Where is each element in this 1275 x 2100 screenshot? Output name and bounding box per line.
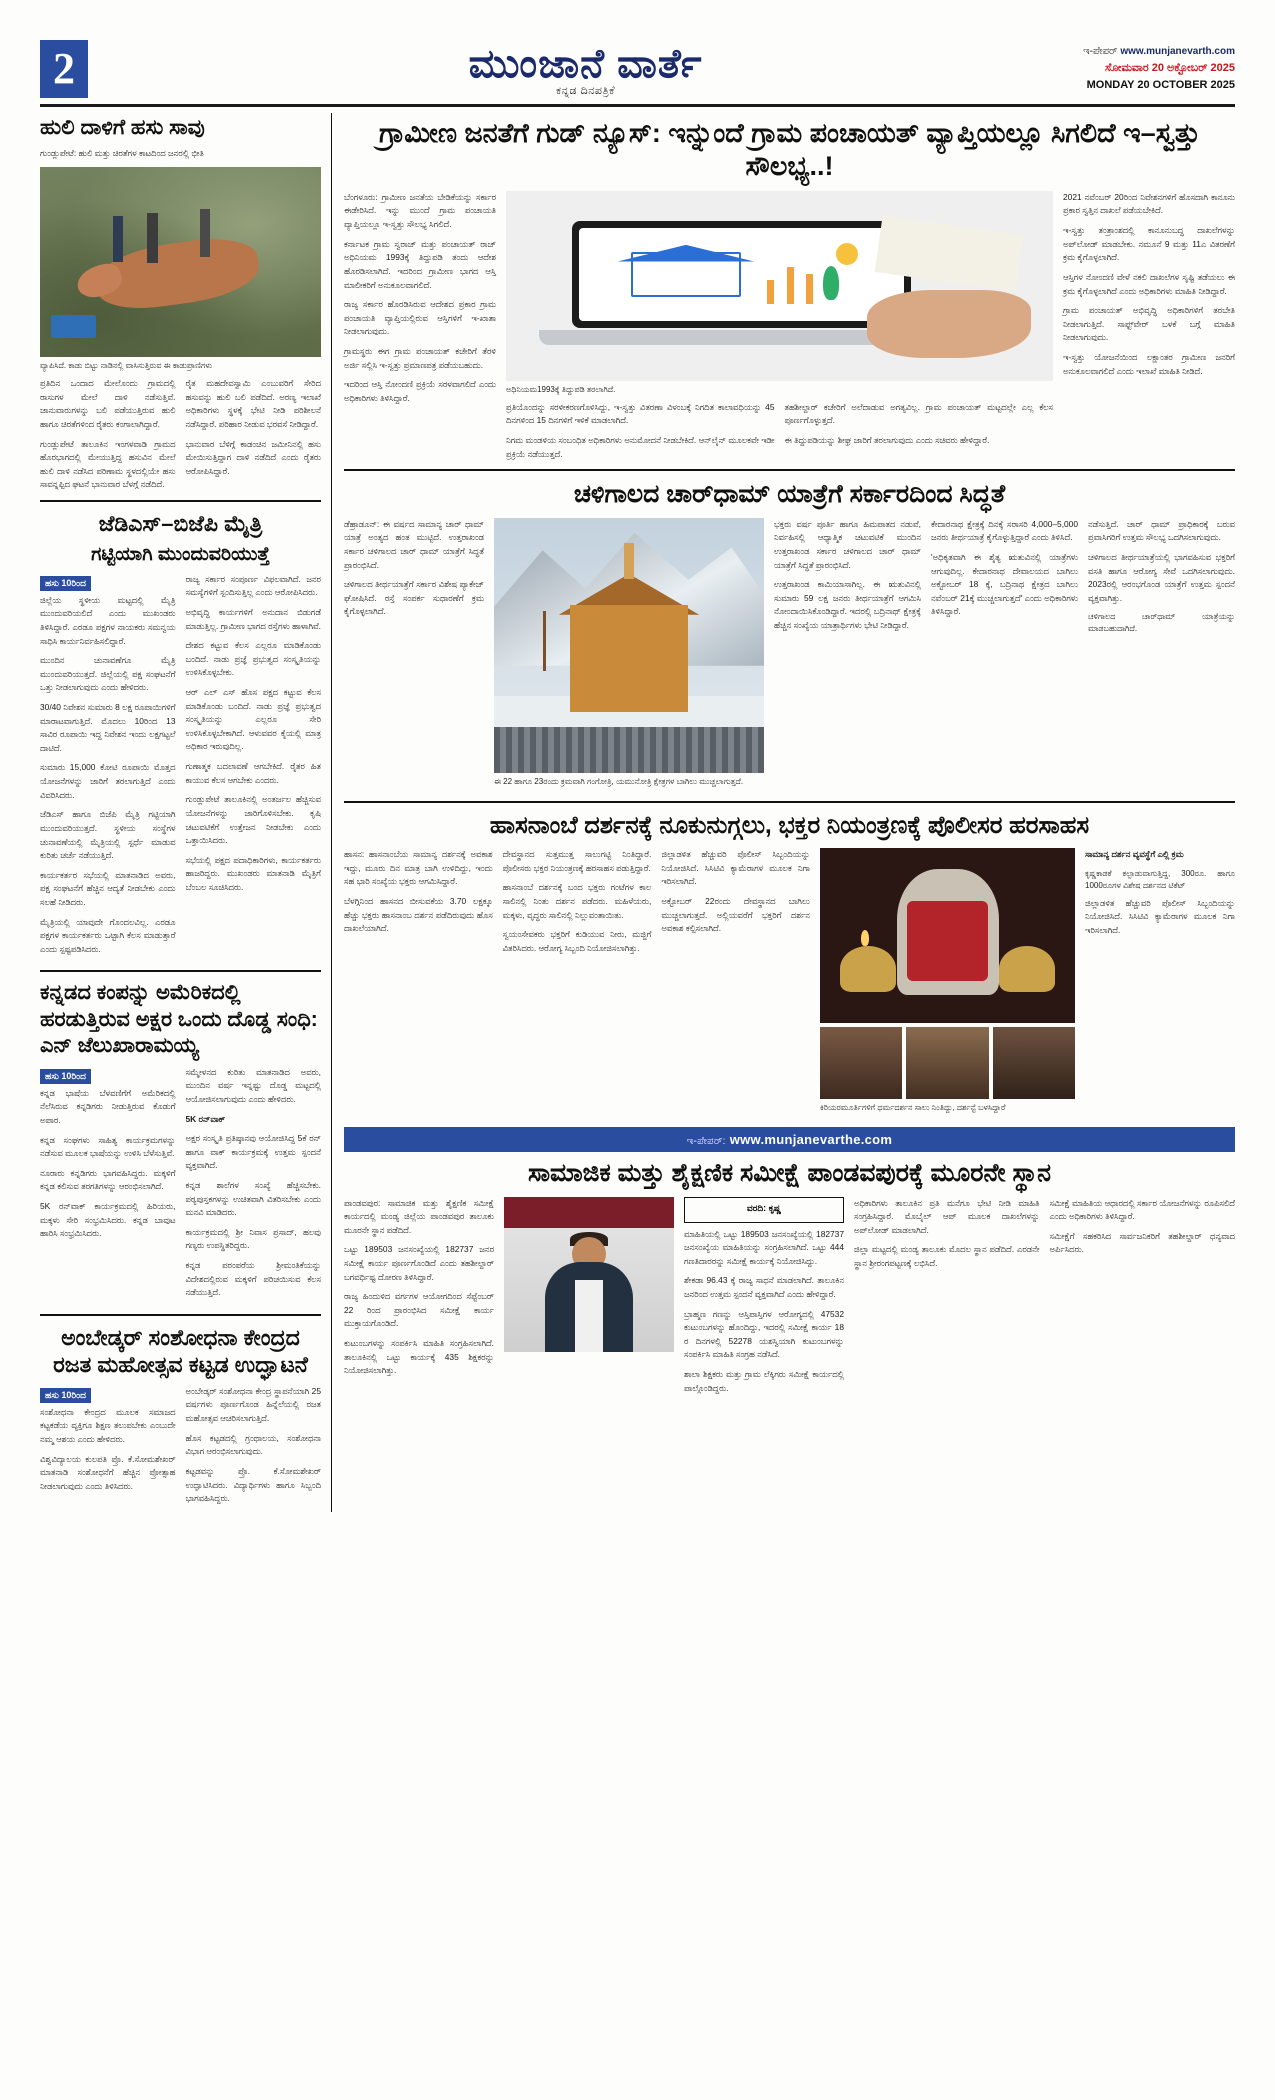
paragraph: ಶೇಕಡಾ 96.43 ಕ್ಕೆ ರಾಜ್ಯ ಸಾಧನೆ ಮಾಡಲಾಗಿದೆ. ತಾಲೂಕಿನ ಜನರಿಂದ ಉತ್ತಮ ಸ್ಪಂದನೆ ವ್ಯಕ್ತವಾಗಿದೆ ಎಂದು ಹೇಳಿದ್ದಾರೆ. — [684, 1275, 844, 1300]
paragraph: ಸಮೀಕ್ಷೆ ಮಾಹಿತಿಯ ಆಧಾರದಲ್ಲಿ ಸರ್ಕಾರ ಯೋಜನೆಗಳನ್ನು ರೂಪಿಸಲಿದೆ ಎಂದು ಅಧಿಕಾರಿಗಳು ತಿಳಿಸಿದ್ದಾರೆ. — [1049, 1197, 1235, 1222]
paragraph: ಪ್ರತಿದಿನ ಒಂದಾದ ಮೇಲೊಂದು ಗ್ರಾಮದಲ್ಲಿ ರಾಸುಗಳ ಮೇಲೆ ದಾಳಿ ನಡೆಸುತ್ತಿವೆ. ಜಾನುವಾರುಗಳನ್ನು ಬಲಿ ಪಡೆಯುತ್ತಿರುವ ಹುಲಿ ಹಾಗೂ ಚಿರತೆಗಳಿಂದ ರೈತರು ಕಂಗಾಲಾಗಿದ್ದಾರೆ. — [40, 378, 176, 429]
sidebar-note: ಸಾಮಾನ್ಯ ದರ್ಶನ ವ್ಯವಸ್ಥೆಗೆ ಎಲ್ಲಿ ಕ್ರಮ — [1085, 849, 1184, 860]
paragraph: ಕುಟುಂಬಗಳನ್ನು ಸಂಪರ್ಕಿಸಿ ಮಾಹಿತಿ ಸಂಗ್ರಹಿಸಲಾಗಿದೆ. ತಾಲೂಕಿನಲ್ಲಿ ಒಟ್ಟು ಕಾರ್ಯಕ್ಕೆ 435 ಶಿಕ್ಷಕರನ್ನು ನಿಯೋಜಿಸಲಾಗಿತ್ತು. — [344, 1338, 494, 1376]
divider — [40, 500, 321, 502]
lead-headline: ಗ್ರಾಮೀಣ ಜನತೆಗೆ ಗುಡ್ ನ್ಯೂಸ್: ಇನ್ನುಂದೆ ಗ್ರಾಮ ಪಂಚಾಯತ್ ವ್ಯಾಪ್ತಿಯಲ್ಲೂ ಸಿಗಲಿದೆ ಇ–ಸ್ವತ್ತು ಸೌಲಭ್ಯ..! — [378, 118, 1201, 181]
paragraph: ಭಕ್ತರು ವರ್ಷ ಪೂರ್ತಿ ಹಾಗೂ ಹಿಮಪಾತದ ನಡುವೆ, ನಿರ್ವಹಿಸಲ್ಲಿ ಆಧ್ಯಾತ್ಮಿಕ ಚಟುವಟಿಕೆ ಮುಂದಿನ ಉತ್ತರಾಖಂಡ ಸರ್ಕಾರ ಚಳಿಗಾಲದ ಚಾರ್ ಧಾಮ್ ಯಾತ್ರೆಗೆ ಸಿದ್ಧತೆ ಪ್ರಾರಂಭಿಸಿದೆ. — [774, 518, 921, 570]
date-kannada: ಸೋಮವಾರ 20 ಅಕ್ಟೋಬರ್ 2025 — [1104, 61, 1235, 74]
paragraph: ಮಾಹಿತಿಯಲ್ಲಿ ಒಟ್ಟು 189503 ಜನಸಂಖ್ಯೆಯಲ್ಲಿ 182737 ಜನಸಂಖ್ಯೆಯ ಮಾಹಿತಿಯನ್ನು ಸಂಗ್ರಹಿಸಲಾಗಿದೆ. ಒಟ್ಟು 444 ಗಣತಿದಾರರನ್ನು ಸಮೀಕ್ಷೆ ಕಾರ್ಯಕ್ಕೆ ನಿಯೋಜಿಸಿದ್ದು. — [684, 1228, 844, 1266]
byline-label: ವರದಿ: — [746, 1202, 767, 1213]
paragraph: ಸಮ್ಮೇಳನದ ಕುರಿತು ಮಾತನಾಡಿದ ಅವರು, ಮುಂದಿನ ವರ್ಷ ಇನ್ನಷ್ಟು ದೊಡ್ಡ ಮಟ್ಟದಲ್ಲಿ ಆಯೋಜಿಸಲಾಗುವುದು ಎಂದು ಹೇಳಿದರು. — [185, 1066, 321, 1104]
epaper-strip-url: www.munjanevarthe.com — [729, 1132, 893, 1148]
subhead-5k-run: 5K ರನ್‌ವಾಕ್ — [185, 1113, 226, 1124]
article-headline: ಹಾಸನಾಂಬೆ ದರ್ಶನಕ್ಕೆ ನೂಕುನುಗ್ಗಲು, ಭಕ್ತರ ನಿಯಂತ್ರಣಕ್ಕೆ ಪೊಲೀಸರ ಹರಸಾಹಸ — [489, 811, 1090, 839]
paragraph: ಉತ್ತರಾಖಂಡ ಕಾಮಿಯಾಸಾಗಿಲ್ಲ. ಈ ಋತುವಿನಲ್ಲಿ ಸುಮಾರು 59 ಲಕ್ಷ ಜನರು ತೀರ್ಥಯಾತ್ರೆಗೆ ಆಗಮಿಸಿ ನೋಂದಾಯಿಸಿಕೊಂಡಿದ್ದಾರೆ. ಇದರಲ್ಲಿ ಬದ್ರಿನಾಥ್ ಕ್ಷೇತ್ರಕ್ಕೆ ಹೆಚ್ಚಿನ ಸಂಖ್ಯೆಯ ಯಾತ್ರಾರ್ಥಿಗಳು ಭೇಟಿ ನೀಡಿದ್ದಾರೆ. — [774, 579, 921, 631]
continuation-kicker: ಹಸು 10ರಿಂದ — [40, 576, 91, 591]
paragraph: ಬೆಂಗಳೂರು: ಗ್ರಾಮೀಣ ಜನತೆಯ ಬೇಡಿಕೆಯನ್ನು ಸರ್ಕಾರ ಈಡೇರಿಸಿದೆ. ಇನ್ನು ಮುಂದೆ ಗ್ರಾಮ ಪಂಚಾಯತಿ ವ್ಯಾಪ್ತಿಯಲ್ಲೂ ಇ-ಸ್ವತ್ತು ಸೌಲಭ್ಯ ಸಿಗಲಿದೆ. — [344, 191, 496, 230]
masthead-meta — [1083, 40, 1235, 94]
article-headline: ಸಾಮಾಜಿಕ ಮತ್ತು ಶೈಕ್ಷಣಿಕ ಸಮೀಕ್ಷೆ ಪಾಂಡವಪುರಕ್ಕೆ ಮೂರನೇ ಸ್ಥಾನ — [527, 1159, 1052, 1188]
photo-hasanambe-darshan — [820, 848, 1075, 1023]
paragraph: ಭಾನುವಾರ ಬೆಳಿಗ್ಗೆ ಕಾಡಂಚಿನ ಜಮೀನಿನಲ್ಲಿ ಹಸು ಮೇಯಿಸುತ್ತಿದ್ದಾಗ ದಾಳಿ ನಡೆದಿದೆ ಎಂದು ರೈತರು ಆರೋಪಿಸಿದ್ದಾರೆ. — [185, 438, 321, 476]
paragraph: ಅಕ್ಟೋಬರ್ 22ರಂದು ದೇವಸ್ಥಾನದ ಬಾಗಿಲು ಮುಚ್ಚಲಾಗುತ್ತದೆ. ಅಲ್ಲಿಯವರೆಗೆ ಭಕ್ತರಿಗೆ ದರ್ಶನ ಅವಕಾಶ ಕಲ್ಪಿಸಲಾಗಿದೆ. — [661, 895, 810, 934]
epaper-url[interactable] — [1083, 44, 1235, 60]
photo-cow-attack — [40, 167, 321, 357]
paragraph: ಕನ್ನಡ ಸಂಘಗಳು ಸಾಹಿತ್ಯ ಕಾರ್ಯಕ್ರಮಗಳನ್ನು ನಡೆಸುವ ಮೂಲಕ ಭಾಷೆಯನ್ನು ಉಳಿಸಿ ಬೆಳೆಸುತ್ತಿವೆ. — [40, 1134, 176, 1159]
paragraph: ಆಸ್ತಿಗಳ ನೋಂದಣಿ ವೇಳೆ ನಕಲಿ ದಾಖಲೆಗಳ ಸೃಷ್ಟಿ ತಡೆಯಲು ಈ ಕ್ರಮ ಕೈಗೊಳ್ಳಲಾಗಿದೆ ಎಂದು ಅಧಿಕಾರಿಗಳು ಮಾಹಿತಿ ನೀಡಿದ್ದಾರೆ. — [1063, 271, 1235, 296]
paragraph: ಸ್ವಯಂಸೇವಕರು ಭಕ್ತರಿಗೆ ಕುಡಿಯುವ ನೀರು, ಮಜ್ಜಿಗೆ ವಿತರಿಸಿದರು. ಆರೋಗ್ಯ ಸಿಬ್ಬಂದಿ ನಿಯೋಜಿಸಲಾಗಿತ್ತು. — [502, 929, 652, 953]
paragraph: ಪಾಂಡವಪುರ: ಸಾಮಾಜಿಕ ಮತ್ತು ಶೈಕ್ಷಣಿಕ ಸಮೀಕ್ಷೆ ಕಾರ್ಯದಲ್ಲಿ ಮಂಡ್ಯ ಜಿಲ್ಲೆಯ ಪಾಂಡವಪುರ ತಾಲೂಕು ಮೂರನೇ ಸ್ಥಾನ ಪಡೆದಿದೆ. — [344, 1197, 494, 1235]
paragraph: ಅಧಿಕಾರಿಗಳು ತಾಲೂಕಿನ ಪ್ರತಿ ಮನೆಗೂ ಭೇಟಿ ನೀಡಿ ಮಾಹಿತಿ ಸಂಗ್ರಹಿಸಿದ್ದಾರೆ. ಮೊಬೈಲ್ ಆಪ್ ಮೂಲಕ ದಾಖಲೆಗಳನ್ನು ಅಪ್‌ಲೋಡ್ ಮಾಡಲಾಗಿದೆ. — [854, 1197, 1040, 1235]
date-english: MONDAY 20 OCTOBER 2025 — [1086, 78, 1235, 91]
article-chardham — [344, 479, 1235, 793]
paragraph: ಜಿಲ್ಲಾಡಳಿತ ಹೆಚ್ಚುವರಿ ಪೊಲೀಸ್ ಸಿಬ್ಬಂದಿಯನ್ನು ನಿಯೋಜಿಸಿದೆ. ಸಿಸಿಟಿವಿ ಕ್ಯಾಮೆರಾಗಳ ಮೂಲಕ ನಿಗಾ ಇರಿಸಲಾಗಿದೆ. — [1085, 897, 1235, 935]
divider — [40, 1314, 321, 1316]
paragraph: ಪ್ರತಿಯೊಂದನ್ನು ಸರಳೀಕರಣಗೊಳಿಸಿದ್ದು, ಇ-ಸ್ವತ್ತು ವಿತರಣಾ ವಿಳಂಬಕ್ಕೆ ನಿಗದಿತ ಕಾಲಾವಧಿಯನ್ನು 45 ದಿನಗಳಿಂದ 15 ದಿನಗಳಿಗೆ ಇಳಿಕೆ ಮಾಡಲಾಗಿದೆ. — [506, 401, 775, 426]
photo-laptop-eswathu — [506, 191, 1053, 381]
paragraph: ಇ-ಸ್ವತ್ತು ಯೋಜನೆಯಿಂದ ಲಕ್ಷಾಂತರ ಗ್ರಾಮೀಣ ಜನರಿಗೆ ಅನುಕೂಲವಾಗಲಿದೆ ಎಂದು ಇಲಾಖೆ ಮಾಹಿತಿ ನೀಡಿದೆ. — [1063, 351, 1235, 376]
photo-official-portrait — [504, 1197, 674, 1352]
paragraph: ಈ ತಿದ್ದುಪಡಿಯನ್ನು ಶೀಘ್ರ ಜಾರಿಗೆ ತರಲಾಗುವುದು ಎಂದು ಸಚಿವರು ಹೇಳಿದ್ದಾರೆ. — [784, 435, 990, 446]
paragraph: ಕೇದಾರನಾಥ ಕ್ಷೇತ್ರಕ್ಕೆ ದಿನಕ್ಕೆ ಸರಾಸರಿ 4,000–5,000 ಜನರು ತೀರ್ಥಯಾತ್ರೆ ಕೈಗೊಳ್ಳುತ್ತಿದ್ದಾರೆ ಎಂದು ತಿಳಿಸಿದೆ. — [931, 518, 1078, 543]
paragraph: ಕಾರ್ಯಕರ್ತರ ಸಭೆಯಲ್ಲಿ ಮಾತನಾಡಿದ ಅವರು, ಪಕ್ಷ ಸಂಘಟನೆಗೆ ಹೆಚ್ಚಿನ ಆದ್ಯತೆ ನೀಡಬೇಕು ಎಂದು ಸಲಹೆ ನೀಡಿದರು. — [40, 869, 176, 907]
paragraph: ಗ್ರಾಮ ಪಂಚಾಯತ್ ಅಭಿವೃದ್ಧಿ ಅಧಿಕಾರಿಗಳಿಗೆ ತರಬೇತಿ ನೀಡಲಾಗುತ್ತಿದೆ. ಸಾಫ್ಟ್‌ವೇರ್ ಬಳಕೆ ಬಗ್ಗೆ ಮಾಹಿತಿ ನೀಡಲಾಗುವುದು. — [1063, 305, 1235, 343]
paragraph: ಇದರಿಂದ ಆಸ್ತಿ ನೋಂದಣಿ ಪ್ರಕ್ರಿಯೆ ಸರಳವಾಗಲಿದೆ ಎಂದು ಅಧಿಕಾರಿಗಳು ತಿಳಿಸಿದ್ದಾರೆ. — [344, 379, 496, 403]
continuation-kicker: ಹಸು 10ರಿಂದ — [40, 1388, 91, 1403]
article-hasanambe — [344, 811, 1235, 1119]
photo-caption: ಕಿರಿಯರಮೂರ್ತಿಗಳಿಗೆ ಧರ್ಮದರ್ಶನ ಸಾಲು ನಿಂತಿದ್ದು, ದರ್ಶನ್ಟೆ ಬಳಸಿದ್ದಾರೆ — [820, 1103, 1006, 1113]
article-standfirst: ಗುಂಡ್ಲುಪೇಟೆ: ಹುಲಿ ಮತ್ತು ಚಿರತೆಗಳ ಕಾಟದಿಂದ ಜನರಲ್ಲಿ ಭೀತಿ — [40, 148, 204, 159]
paragraph: ಬ್ರಾಹ್ಮಣ ಗಣನ್ನು ಆಸ್ತಿಪಾಸ್ತಿಗಳ ಆರೋಗ್ಯದಲ್ಲಿ 47532 ಕುಟುಂಬಗಳನ್ನು ಹೊಂದಿದ್ದು, ಇದರಲ್ಲಿ ಸಮೀಕ್ಷೆ ಕಾರ್ಯ 18 ರ ದಿನಗಳಲ್ಲಿ 52278 ಯಶಸ್ವಿಯಾಗಿ ಕುಟುಂಬಗಳನ್ನು ಸಂಪರ್ಕಿಸಿ ಮಾಹಿತಿ ಸಂಗ್ರಹ ನಡೆಸಿದೆ. — [684, 1308, 844, 1360]
photo-queue-3 — [993, 1027, 1075, 1099]
photo-caption: ಅಧಿನಿಯಮ1993ಕ್ಕೆ ತಿದ್ದುಪಡಿ ತರಲಾಗಿದೆ. — [506, 384, 616, 394]
paragraph: 5K ರನ್‌ವಾಕ್ ಕಾರ್ಯಕ್ರಮದಲ್ಲಿ ಹಿರಿಯರು, ಮಕ್ಕಳು ಸೇರಿ ಸಂಭ್ರಮಿಸಿದರು. ಕನ್ನಡ ಬಾವುಟ ಹಾರಿಸಿ ಸಂಭ್ರಮಿಸಿದರು. — [40, 1201, 176, 1239]
paragraph: ಜೆಡಿಎಸ್ ಹಾಗೂ ಬಿಜೆಪಿ ಮೈತ್ರಿ ಗಟ್ಟಿಯಾಗಿ ಮುಂದುವರಿಯುತ್ತದೆ. ಸ್ಥಳೀಯ ಸಂಸ್ಥೆಗಳ ಚುನಾವಣೆಯಲ್ಲಿ ಮೈತ್ರಿಯಲ್ಲಿ ಸ್ಪರ್ಧೆ ಮಾಡುವ ಕುರಿತು ಚರ್ಚೆ ನಡೆಯುತ್ತಿದೆ. — [40, 809, 176, 861]
paragraph: ವಿಶ್ವವಿದ್ಯಾಲಯ ಕುಲಪತಿ ಪ್ರೊ. ಕೆ.ಸೋಮಶೇಖರ್ ಮಾತನಾಡಿ ಸಂಶೋಧನೆಗೆ ಹೆಚ್ಚಿನ ಪ್ರೋತ್ಸಾಹ ನೀಡಲಾಗುವುದು ಎಂದು ತಿಳಿಸಿದರು. — [40, 1453, 176, 1491]
paragraph: ಕನ್ನಡ ಪರಂಪರೆಯ ಶ್ರೀಮಂತಿಕೆಯನ್ನು ವಿದೇಶದಲ್ಲಿರುವ ಮಕ್ಕಳಿಗೆ ಪರಿಚಯಿಸುವ ಕೆಲಸ ನಡೆಯುತ್ತಿದೆ. — [185, 1260, 321, 1298]
paragraph: ಕಾರ್ಯಕ್ರಮದಲ್ಲಿ ಶ್ರೀ ನಿವಾಸ ಪ್ರಸಾದ್, ಹಲವು ಗಣ್ಯರು ಉಪಸ್ಥಿತರಿದ್ದರು. — [185, 1226, 321, 1251]
photo-caption: ಚಳಿಗಾಲದ ಚಾರ್‌ಧಾಮ್ ಯಾತ್ರೆಯನ್ನು ಮಾಡಬಹುದಾಗಿದೆ. — [1088, 612, 1235, 634]
article-headline: ಹುಲಿ ದಾಳಿಗೆ ಹಸು ಸಾವು — [40, 116, 205, 139]
photo-strip — [820, 1027, 1075, 1099]
paragraph: ಅಭಿವೃದ್ಧಿ ಕಾರ್ಯಗಳಿಗೆ ಅನುದಾನ ಬಿಡುಗಡೆ ಮಾಡುತ್ತಿಲ್ಲ. ಗ್ರಾಮೀಣ ಭಾಗದ ರಸ್ತೆಗಳು ಹಾಳಾಗಿವೆ. — [185, 606, 322, 631]
paragraph: 2021 ನವೆಂಬರ್ 20ರಿಂದ ನಿವೇಶನಗಳಿಗೆ ಹೊಸದಾಗಿ ಕಾನೂನು ಪ್ರಕಾರ ಸ್ವತ್ತಿನ ದಾಖಲೆ ಪಡೆಯಬೇಕಿದೆ. — [1063, 191, 1235, 216]
paragraph: 'ಅಧಿಕೃತವಾಗಿ ಈ ಶೈತ್ಯ ಋತುವಿನಲ್ಲಿ ಯಾತ್ರೆಗಳು ಆಗುವುದಿಲ್ಲ. ಕೇದಾರನಾಥ ದೇವಾಲಯದ ಬಾಗಿಲು ಅಕ್ಟೋಬರ್ 18 ಕ್ಕೆ, ಬದ್ರಿನಾಥ ಕ್ಷೇತ್ರದ ಬಾಗಿಲು ನವೆಂಬರ್ 21ಕ್ಕೆ ಮುಚ್ಚಲಾಗುತ್ತದೆ' ಎಂದು ಅಧಿಕಾರಿಗಳು ತಿಳಿಸಿದ್ದಾರೆ. — [931, 552, 1078, 617]
divider — [40, 970, 321, 972]
paragraph: ಸುಮಾರು 15,000 ಕೋಟಿ ರೂಪಾಯಿ ಮೊತ್ತದ ಯೋಜನೆಗಳನ್ನು ಜಾರಿಗೆ ತರಲಾಗುತ್ತಿದೆ ಎಂದು ವಿವರಿಸಿದರು. — [40, 762, 176, 800]
photo-kedarnath-temple — [494, 518, 764, 773]
continuation-kicker: ಹಸು 10ರಿಂದ — [40, 1069, 91, 1084]
publication-subtitle: ಕನ್ನಡ ದಿನಪತ್ರಿಕೆ — [556, 85, 616, 97]
paragraph: ರೈತ ಮಹದೇವಸ್ವಾಮಿ ಎಂಬುವರಿಗೆ ಸೇರಿದ ಹಸುವನ್ನು ಹುಲಿ ಬಲಿ ಪಡೆದಿದೆ. ಅರಣ್ಯ ಇಲಾಖೆ ಅಧಿಕಾರಿಗಳು ಸ್ಥಳಕ್ಕೆ ಭೇಟಿ ನೀಡಿ ಪರಿಶೀಲನೆ ನಡೆಸಿದ್ದಾರೆ. ಪರಿಹಾರ ನೀಡುವ ಭರವಸೆ ನೀಡಿದ್ದಾರೆ. — [185, 378, 321, 429]
paragraph: ನಿಗಮ ಮಂಡಳಿಯ ಸಂಬಂಧಿತ ಅಧಿಕಾರಿಗಳು ಅನುಮೋದನೆ ನೀಡಬೇಕಿದೆ. ಆನ್‌ಲೈನ್ ಮೂಲಕವೇ ಇಡೀ ಪ್ರಕ್ರಿಯೆ ನಡೆಯುತ್ತದೆ. — [506, 435, 775, 459]
paragraph: ಹಾಸನಾಂಬೆ ದರ್ಶನಕ್ಕೆ ಬಂದ ಭಕ್ತರು ಗಂಟೆಗಳ ಕಾಲ ಸಾಲಿನಲ್ಲಿ ನಿಂತು ದರ್ಶನ ಪಡೆದರು. ಮಹಿಳೆಯರು, ಮಕ್ಕಳು, ವೃದ್ಧರು ಸಾಲಿನಲ್ಲಿ ನಿಲ್ಲುವಂತಾಯಿತು. — [502, 882, 652, 920]
paragraph: ದೇವಸ್ಥಾನದ ಸುತ್ತಮುತ್ತ ಸಾಲುಗಟ್ಟಿ ನಿಂತಿದ್ದಾರೆ. ಪೊಲೀಸರು ಭಕ್ತರ ನಿಯಂತ್ರಣಕ್ಕೆ ಹರಸಾಹಸ ಪಡುತ್ತಿದ್ದಾರೆ. — [502, 849, 652, 873]
paragraph: ಕನ್ನಡ ಶಾಲೆಗಳ ಸಂಖ್ಯೆ ಹೆಚ್ಚಿಸಬೇಕು. ಪಠ್ಯಪುಸ್ತಕಗಳನ್ನು ಉಚಿತವಾಗಿ ವಿತರಿಸಬೇಕು ಎಂದು ಮನವಿ ಮಾಡಿದರು. — [185, 1180, 321, 1218]
paragraph: ಜಿಲ್ಲೆಯ ಸ್ಥಳೀಯ ಮಟ್ಟದಲ್ಲಿ ಮೈತ್ರಿ ಮುಂದುವರಿಯಲಿದೆ ಎಂದು ಮುಖಂಡರು ತಿಳಿಸಿದ್ದಾರೆ. ಎರಡೂ ಪಕ್ಷಗಳ ನಾಯಕರು ಸಮನ್ವಯ ಸಾಧಿಸಿ ಕಾರ್ಯನಿರ್ವಹಿಸಲಿದ್ದಾರೆ. — [40, 594, 176, 646]
epaper-label: ಇ-ಪೇಪರ್ — [1083, 46, 1118, 57]
paragraph: ಅಕ್ಷರ ಸಂಸ್ಕೃತಿ ಪ್ರತಿಷ್ಠಾನವು ಆಯೋಜಿಸಿದ್ದ 5ಕೆ ರನ್ ಹಾಗೂ ವಾಕ್ ಕಾರ್ಯಕ್ರಮಕ್ಕೆ ಉತ್ತಮ ಸ್ಪಂದನೆ ವ್ಯಕ್ತವಾಗಿದೆ. — [185, 1133, 321, 1171]
paragraph: ಜಿಲ್ಲಾ ಮಟ್ಟದಲ್ಲಿ ಮಂಡ್ಯ ತಾಲೂಕು ಮೊದಲ ಸ್ಥಾನ ಪಡೆದಿದೆ. ಎರಡನೇ ಸ್ಥಾನ ಶ್ರೀರಂಗಪಟ್ಟಣಕ್ಕೆ ಲಭಿಸಿದೆ. — [854, 1244, 1040, 1269]
photo-caption: ವ್ಯಾಪಿಸಿದೆ. ಕಾಡು ಬಿಟ್ಟು ನಾಡಿನಲ್ಲಿ ವಾಸಿಸುತ್ತಿರುವ ಈ ಕಾಡುಪ್ರಾಣಿಗಳು — [40, 361, 213, 371]
paragraph: ರಾಜ್ಯ ಹಿಂದುಳಿದ ವರ್ಗಗಳ ಆಯೋಗದಿಂದ ಸೆಪ್ಟೆಂಬರ್ 22 ರಿಂದ ಪ್ರಾರಂಭಿಸಿದ ಸಮೀಕ್ಷೆ ಕಾರ್ಯ ಮುಕ್ತಾಯಗೊಂಡಿದೆ. — [344, 1291, 494, 1329]
article-gram-panchayat — [344, 117, 1235, 461]
paragraph: ಬೆಳಗ್ಗಿನಿಂದ ಹಾಸನದ ಬೀಸುವಕೆಯ 3.70 ಲಕ್ಷಕ್ಕೂ ಹೆಚ್ಚು ಭಕ್ತರು ಹಾಸನಾಂಬ ದರ್ಶನ ಪಡೆದಿರುವುದು ಹೊಸ ದಾಖಲೆಯಾಗಿದೆ. — [344, 895, 493, 934]
photo-caption: ಈ 22 ಹಾಗೂ 23ರಂದು ಕ್ರಮವಾಗಿ ಗಂಗೋತ್ರಿ, ಯಮುನೋತ್ರಿ ಕ್ಷೇತ್ರಗಳ ಬಾಗಿಲು ಮುಚ್ಚಲಾಗುತ್ತದೆ. — [494, 776, 744, 786]
article-body — [40, 377, 321, 492]
article-pandavapura — [344, 1158, 1235, 1401]
epaper-web-strip[interactable] — [344, 1127, 1235, 1152]
paragraph: ಕರ್ನಾಟಕ ಗ್ರಾಮ ಸ್ವರಾಜ್ ಮತ್ತು ಪಂಚಾಯತ್ ರಾಜ್ ಅಧಿನಿಯಮ 1993ಕ್ಕೆ ತಿದ್ದುಪಡಿ ತಂದು ಆದೇಶ ಹೊರಡಿಸಲಾಗಿದೆ. ಇದರಿಂದ ಗ್ರಾಮೀಣ ಭಾಗದ ಆಸ್ತಿ ಮಾಲೀಕರಿಗೆ ಅನುಕೂಲವಾಗಲಿದೆ. — [344, 238, 496, 290]
photo-queue-1 — [820, 1027, 902, 1099]
paragraph: ಚಳಿಗಾಲದ ತೀರ್ಥಯಾತ್ರೆಗೆ ಸರ್ಕಾರ ವಿಶೇಷ ಪ್ಯಾಕೇಜ್ ಘೋಷಿಸಿದೆ. ರಸ್ತೆ ಸಂಪರ್ಕ ಸುಧಾರಣೆಗೆ ಕ್ರಮ ಕೈಗೊಳ್ಳಲಾಗಿದೆ. — [344, 579, 484, 617]
paragraph: ರಾಜ್ಯ ಸರ್ಕಾರ ಹೊರಡಿಸಿರುವ ಆದೇಶದ ಪ್ರಕಾರ ಗ್ರಾಮ ಪಂಚಾಯತಿ ವ್ಯಾಪ್ತಿಯಲ್ಲಿರುವ ಆಸ್ತಿಗಳಿಗೆ ಇ-ಖಾತಾ ನೀಡಲಾಗುವುದು. — [344, 299, 496, 337]
left-column — [40, 113, 332, 1512]
paragraph: ಸಮೀಕ್ಷೆಗೆ ಸಹಕರಿಸಿದ ಸಾರ್ವಜನಿಕರಿಗೆ ತಹಶೀಲ್ದಾರ್ ಧನ್ಯವಾದ ಅರ್ಪಿಸಿದರು. — [1049, 1230, 1235, 1255]
paragraph: ಕನ್ನಡ ಭಾಷೆಯ ಬೆಳವಣಿಗೆಗೆ ಅಮೆರಿಕದಲ್ಲಿ ನೆಲೆಸಿರುವ ಕನ್ನಡಿಗರು ನೀಡುತ್ತಿರುವ ಕೊಡುಗೆ ಅಪಾರ. — [40, 1087, 176, 1125]
paragraph: ಹಾಸನ: ಹಾಸನಾಂಬೆಯ ಸಾಮಾನ್ಯ ದರ್ಶನಕ್ಕೆ ಅವಕಾಶ ಇದ್ದು, ಮೂರು ದಿನ ಮಾತ್ರ ಬಾಗಿ ಉಳಿದಿದ್ದು, ಇಂದು ಸಹ ಭಾರಿ ಸಂಖ್ಯೆಯ ಭಕ್ತರು ಆಗಮಿಸಿದ್ದಾರೆ. — [344, 849, 493, 887]
photo-queue-2 — [906, 1027, 988, 1099]
photo-caption: ಕೃಷ್ಣಕಾಡಕೆ ಕಲ್ಪಾಡುವಾಗುತ್ತಿದ್ದ, 300ರೂ. ಹಾಗೂ 1000ರೂಗಳ ವಿಶೇಷ ದರ್ಶನದ ಟಿಕೆಟ್ — [1085, 868, 1235, 890]
epaper-strip-prefix: ಇ-ಪೇಪರ್: — [686, 1136, 726, 1148]
article-tiger-cow — [40, 115, 321, 492]
masthead — [40, 40, 1235, 107]
paragraph: ಗುಂಡ್ಲುಪೇಟೆ ತಾಲೂಕಿನ ಇಂಗಳವಾಡಿ ಗ್ರಾಮದ ಹೊರಭಾಗದಲ್ಲಿ ಮೇಯುತ್ತಿದ್ದ ಹಸುವಿನ ಮೇಲೆ ಹುಲಿ ದಾಳಿ ನಡೆಸಿದ ಪರಿಣಾಮ ಸ್ಥಳದಲ್ಲಿಯೇ ಹಸು ಸಾವನ್ನಪ್ಪಿದ ಘಟನೆ ಭಾನುವಾರ ಬೆಳಗ್ಗೆ ನಡೆದಿದೆ. — [40, 438, 176, 490]
paragraph: ಹೊಸ ಕಟ್ಟಡದಲ್ಲಿ ಗ್ರಂಥಾಲಯ, ಸಂಶೋಧನಾ ವಿಭಾಗ ಆರಂಭಿಸಲಾಗುವುದು. — [185, 1432, 321, 1457]
paragraph: ಒಟ್ಟು 189503 ಜನಸಂಖ್ಯೆಯಲ್ಲಿ 182737 ಜನರ ಸಮೀಕ್ಷೆ ಕಾರ್ಯ ಪೂರ್ಣಗೊಂಡಿದೆ ಎಂದು ತಹಶೀಲ್ದಾರ್ ಬಗವರ್ಧಿಷ್ಟ ದೋರಣ ತಿಳಿಸಿದ್ದಾರೆ. — [344, 1244, 494, 1282]
paragraph: ಮುಂದಿನ ಚುನಾವಣೆಗೂ ಮೈತ್ರಿ ಮುಂದುವರಿಯುತ್ತದೆ. ಜಿಲ್ಲೆಯಲ್ಲಿ ಪಕ್ಷ ಸಂಘಟನೆಗೆ ಒತ್ತು ನೀಡಲಾಗುವುದು ಎಂದು ಹೇಳಿದರು. — [40, 655, 176, 693]
paragraph: ಶಾಲಾ ಶಿಕ್ಷಕರು ಮತ್ತು ಗ್ರಾಮ ಲೆಕ್ಕಿಗರು ಸಮೀಕ್ಷೆ ಕಾರ್ಯದಲ್ಲಿ ಪಾಲ್ಗೊಂಡಿದ್ದರು. — [684, 1369, 844, 1393]
paragraph: 30/40 ನಿವೇಶನ ಸುಮಾರು 8 ಲಕ್ಷ ರೂಪಾಯಿಗಳಿಗೆ ಮಾರಾಟವಾಗುತ್ತಿದೆ. ಮೊದಲು 10ರಿಂದ 13 ಸಾವಿರ ರೂಪಾಯಿ ಇದ್ದ ನಿವೇಶನ ಇಂದು ಲಕ್ಷಗಟ್ಟಲೆ ದಾಟಿದೆ. — [40, 702, 176, 753]
paragraph: ಕಟ್ಟಡವನ್ನು ಪ್ರೊ. ಕೆ.ಸೋಮಶೇಖರ್ ಉದ್ಘಾಟಿಸಿದರು. ವಿದ್ಯಾರ್ಥಿಗಳು ಹಾಗೂ ಸಿಬ್ಬಂದಿ ಭಾಗವಹಿಸಿದ್ದರು. — [185, 1465, 321, 1504]
page-number: 2 — [40, 40, 88, 98]
divider — [344, 469, 1235, 471]
paragraph: ಗುಣಾತ್ಮಕ ಬದಲಾವಣೆ ಆಗಬೇಕಿದೆ. ರೈತರ ಹಿತ ಕಾಯುವ ಕೆಲಸ ಆಗಬೇಕು ಎಂದರು. — [185, 761, 321, 785]
page-body — [40, 113, 1235, 1512]
paragraph: ದೇಶದ ಕಟ್ಟುವ ಕೆಲಸ ಎಲ್ಲರೂ ಮಾಡಿಕೊಂಡು ಬಂದಿದೆ. ನಾಡು ಪ್ರಜ್ಞೆ ಪ್ರಭುತ್ವದ ಸಂಸ್ಕೃತಿಯನ್ನು ಉಳಿಸಿಕೊಳ್ಳಬೇಕು. — [185, 640, 321, 678]
paragraph: ಇ-ಸ್ವತ್ತು ತಂತ್ರಾಂಶದಲ್ಲಿ ಕಾನೂನುಬದ್ಧ ದಾಖಲೆಗಳನ್ನು ಅಪ್‌ಲೋಡ್ ಮಾಡಬೇಕು. ನಮೂನೆ 9 ಮತ್ತು 11ಎ ವಿತರಣೆಗೆ ಕ್ರಮ ಕೈಗೊಳ್ಳಲಾಗಿದೆ. — [1063, 225, 1235, 263]
website-url: www.munjanevarth.com — [1120, 46, 1235, 57]
publication-title: ಮುಂಜಾನೆ ವಾರ್ತೆ — [468, 42, 703, 86]
paragraph: ನಡೆಸುತ್ತಿದೆ. ಚಾರ್ ಧಾಮ್ ಪ್ರಾಧಿಕಾರಕ್ಕೆ ಬರುವ ಪ್ರವಾಸಿಗರಿಗೆ ಉತ್ತಮ ಸೌಲಭ್ಯ ಒದಗಿಸಲಾಗುವುದು. — [1088, 518, 1235, 543]
article-jds-bjp — [40, 510, 321, 962]
paragraph: ಮೈತ್ರಿಯಲ್ಲಿ ಯಾವುದೇ ಗೊಂದಲವಿಲ್ಲ. ಎರಡೂ ಪಕ್ಷಗಳ ಕಾರ್ಯಕರ್ತರು ಒಟ್ಟಾಗಿ ಕೆಲಸ ಮಾಡುತ್ತಾರೆ ಎಂದು ಸ್ಪಷ್ಟಪಡಿಸಿದರು. — [40, 916, 176, 954]
paragraph: ಗ್ರಾಮಸ್ಥರು ಈಗ ಗ್ರಾಮ ಪಂಚಾಯತ್ ಕಚೇರಿಗೆ ತೆರಳಿ ಅರ್ಜಿ ಸಲ್ಲಿಸಿ ಇ-ಸ್ವತ್ತು ಪ್ರಮಾಣಪತ್ರ ಪಡೆಯಬಹುದು. — [344, 345, 496, 370]
article-headline: ಕನ್ನಡದ ಕಂಪನ್ನು ಅಮೆರಿಕದಲ್ಲಿ ಹರಡುತ್ತಿರುವ ಅಕ್ಷರ ಒಂದು ದೊಡ್ಡ ಸಂಧಿ: ಎನ್ ಜೆಲುಖಾರಾಮಯ್ಯ — [40, 981, 318, 1058]
byline-name: ಕೃಷ್ಣ — [768, 1202, 782, 1213]
paragraph: ಡೆಹ್ರಾಡೂನ್: ಈ ವರ್ಷದ ಸಾಮಾನ್ಯ ಚಾರ್ ಧಾಮ್ ಯಾತ್ರೆ ಅಂತ್ಯದ ಹಂತ ಮುಟ್ಟಿದೆ. ಉತ್ತರಾಖಂಡ ಸರ್ಕಾರ ಚಳಿಗಾಲದ ಚಾರ್ ಧಾಮ್ ಯಾತ್ರೆಗೆ ಸಿದ್ಧತೆ ಪ್ರಾರಂಭಿಸಿದೆ. — [344, 518, 484, 570]
paragraph: ಗುಂಡ್ಲುಪೇಟೆ ತಾಲೂಕಿನಲ್ಲಿ ಅಂತರ್ಜಲ ಹೆಚ್ಚಿಸುವ ಯೋಜನೆಗಳನ್ನು ಜಾರಿಗೊಳಿಸಬೇಕು. ಕೃಷಿ ಚಟುವಟಿಕೆಗೆ ಉತ್ತೇಜನ ನೀಡಬೇಕು ಎಂದು ಒತ್ತಾಯಿಸಿದರು. — [185, 794, 321, 846]
right-column — [332, 113, 1235, 1512]
divider — [344, 801, 1235, 803]
article-headline: ಅಂಬೇಡ್ಕರ್ ಸಂಶೋಧನಾ ಕೇಂದ್ರದ ರಜತ ಮಹೋತ್ಸವ ಕಟ್ಟಡ ಉದ್ಘಾಟನೆ — [53, 1324, 308, 1378]
article-headline: ಜೆಡಿಎಸ್–ಬಿಜೆಪಿ ಮೈತ್ರಿ — [98, 510, 263, 536]
paragraph: ನೂರಾರು ಕನ್ನಡಿಗರು ಭಾಗವಹಿಸಿದ್ದರು. ಮಕ್ಕಳಿಗೆ ಕನ್ನಡ ಕಲಿಸುವ ತರಗತಿಗಳನ್ನು ಆರಂಭಿಸಲಾಗಿದೆ. — [40, 1167, 176, 1192]
article-ambedkar — [40, 1324, 321, 1512]
paragraph: ಜಿಲ್ಲಾಡಳಿತ ಹೆಚ್ಚುವರಿ ಪೊಲೀಸ್ ಸಿಬ್ಬಂದಿಯನ್ನು ನಿಯೋಜಿಸಿದೆ. ಸಿಸಿಟಿವಿ ಕ್ಯಾಮೆರಾಗಳ ಮೂಲಕ ನಿಗಾ ಇರಿಸಲಾಗಿದೆ. — [661, 849, 810, 887]
masthead-title-block — [88, 40, 1083, 98]
paragraph: ಆರ್ ಎಲ್ ಎಸ್ ಹೊಸ ಪಕ್ಷದ ಕಟ್ಟುವ ಕೆಲಸ ಮಾಡಿಕೊಂಡು ಬಂದಿದೆ. ನಾಡು ಪ್ರಜ್ಞೆ ಪ್ರಭುತ್ವದ ಸಂಸ್ಕೃತಿಯನ್ನು ಎಲ್ಲರೂ ಸೇರಿ ಉಳಿಸಿಕೊಳ್ಳಬೇಕಾಗಿದೆ. ಆಳುವವರ ಕೈಯಲ್ಲಿ ಮಾತ್ರ ಅಧಿಕಾರ ಇರುವುದಿಲ್ಲ. — [185, 687, 321, 752]
paragraph: ಅಂಬೇಡ್ಕರ್ ಸಂಶೋಧನಾ ಕೇಂದ್ರ ಸ್ಥಾಪನೆಯಾಗಿ 25 ವರ್ಷಗಳು ಪೂರ್ಣಗೊಂಡ ಹಿನ್ನೆಲೆಯಲ್ಲಿ ರಜತ ಮಹೋತ್ಸವ ಆಚರಿಸಲಾಗುತ್ತಿದೆ. — [185, 1385, 321, 1424]
paragraph: ಸಂಶೋಧನಾ ಕೇಂದ್ರದ ಮೂಲಕ ಸಮಾಜದ ಕಟ್ಟಕಡೆಯ ವ್ಯಕ್ತಿಗೂ ಶಿಕ್ಷಣ ತಲುಪಬೇಕು ಎಂಬುದೇ ನಮ್ಮ ಆಶಯ ಎಂದು ಹೇಳಿದರು. — [40, 1406, 176, 1445]
article-kannada-america — [40, 980, 321, 1306]
article-subheadline: ಗಟ್ಟಿಯಾಗಿ ಮುಂದುವರಿಯುತ್ತೆ — [91, 544, 270, 566]
paragraph: ರಾಜ್ಯ ಸರ್ಕಾರ ಸಂಪೂರ್ಣ ವಿಫಲವಾಗಿದೆ. ಜನರ ಸಮಸ್ಯೆಗಳಿಗೆ ಸ್ಪಂದಿಸುತ್ತಿಲ್ಲ ಎಂದು ಆರೋಪಿಸಿದರು. — [185, 573, 321, 598]
paragraph: ತಹಶೀಲ್ದಾರ್ ಕಚೇರಿಗೆ ಅಲೆದಾಡುವ ಅಗತ್ಯವಿಲ್ಲ. ಗ್ರಾಮ ಪಂಚಾಯತ್ ಮಟ್ಟದಲ್ಲೇ ಎಲ್ಲ ಕೆಲಸ ಪೂರ್ಣಗೊಳ್ಳುತ್ತದೆ. — [784, 401, 1053, 426]
paragraph: ಚಳಿಗಾಲದ ತೀರ್ಥಯಾತ್ರೆಯಲ್ಲಿ ಭಾಗವಹಿಸುವ ಭಕ್ತರಿಗೆ ವಸತಿ ಹಾಗೂ ಆರೋಗ್ಯ ಸೇವೆ ಒದಗಿಸಲಾಗುವುದು. 2023ರಲ್ಲಿ ಆರಂಭಗೊಂಡ ಯಾತ್ರೆಗೆ ಉತ್ತಮ ಸ್ಪಂದನೆ ವ್ಯಕ್ತವಾಗಿತ್ತು. — [1088, 552, 1235, 603]
paragraph: ಸಭೆಯಲ್ಲಿ ಪಕ್ಷದ ಪದಾಧಿಕಾರಿಗಳು, ಕಾರ್ಯಕರ್ತರು ಹಾಜರಿದ್ದರು. ಮುಖಂಡರು ಮಾತನಾಡಿ ಮೈತ್ರಿಗೆ ಬೆಂಬಲ ಸೂಚಿಸಿದರು. — [185, 854, 321, 892]
byline-box — [684, 1197, 844, 1223]
article-headline: ಚಳಿಗಾಲದ ಚಾರ್‌ಧಾಮ್ ಯಾತ್ರೆಗೆ ಸರ್ಕಾರದಿಂದ ಸಿದ್ಧತೆ — [573, 480, 1006, 509]
